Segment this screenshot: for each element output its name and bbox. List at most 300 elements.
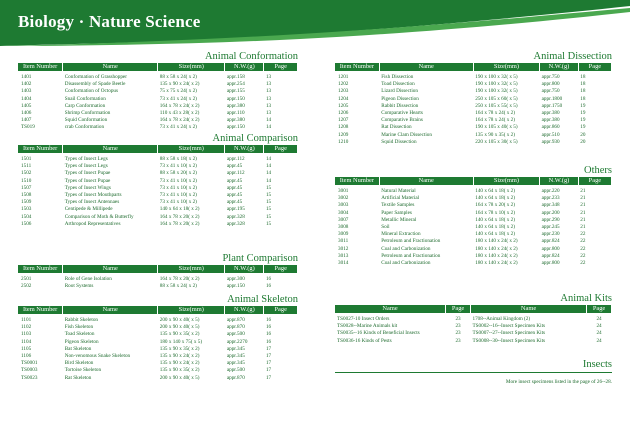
column-header-item: Item Number [18, 145, 63, 153]
cell-name: Centipede & Millipede [64, 206, 113, 213]
cell-item: 1202 [338, 81, 349, 88]
cell-nw: appr.233 [541, 195, 560, 202]
cell-item: 1506 [21, 220, 32, 227]
cell-size: 164 x 78 x 24( x 2) [475, 117, 516, 124]
cell-item: 1509 [21, 199, 32, 206]
insects-note: More insect specimens listed in the page of 26--28. [505, 379, 612, 385]
column-header-item: Item Number [18, 265, 63, 273]
cell-name: Squid Dissection [381, 138, 417, 145]
cell-size: 110 x 43 x 28( x 2) [159, 110, 200, 117]
cell-nw: appr.345 [226, 353, 245, 360]
data-table [18, 63, 298, 132]
cell-page: 16 [265, 283, 272, 290]
cell-nw: appr.45 [226, 163, 243, 170]
cell-page: 20 [580, 131, 586, 138]
cell-size: 200 x 90 x 40( x 5) [159, 324, 200, 331]
cell-page: 14 [265, 156, 272, 162]
cell-page: 18 [580, 88, 586, 95]
cell-page: 23 [455, 330, 461, 337]
cell-nw: appr.220 [541, 188, 560, 194]
page-title: Biology · Nature Science [18, 12, 201, 31]
cell-page: 13 [265, 74, 272, 80]
cell-item: 3008 [338, 224, 349, 231]
cell-page: 17 [265, 360, 272, 367]
cell-page: 16 [265, 324, 272, 331]
column-header-item: Item Number [335, 177, 379, 185]
column-header-page: Page [578, 63, 611, 71]
cell-name: Fish Dissection [381, 74, 414, 80]
cell-nw: appr.230 [541, 231, 560, 238]
cell-nw: appr.150 [226, 95, 245, 102]
cell-name: Rabbit Dissection [381, 102, 419, 109]
cell-page: 24 [596, 316, 602, 322]
cell-item: 1209 [338, 131, 349, 138]
cell-name: 1708--Animal Kingdom (2) [472, 316, 531, 322]
cell-page: 13 [265, 110, 272, 117]
data-table [18, 265, 298, 290]
cell-name: TS0036-16 Kinds of Pests [337, 337, 392, 344]
column-header-size: Size(mm) [158, 63, 225, 71]
cell-size: 164 x 78 x 10( x 2) [475, 209, 516, 216]
cell-item: 1104 [21, 338, 32, 345]
cell-name: Role of Gene Isolation [64, 276, 112, 282]
cell-item: 1501 [21, 156, 32, 162]
table-row [335, 74, 612, 81]
cell-size: 180 x 140 x 24( x 2) [475, 245, 518, 252]
cell-name: Tortoise Skeleton [64, 367, 102, 374]
cell-item: 3009 [338, 231, 349, 238]
cell-size: 73 x 41 x 10( x 2) [159, 199, 197, 206]
cell-item: 3001 [338, 188, 349, 194]
table-row [335, 210, 612, 217]
cell-name: TS0027-10 Insect Orders [337, 316, 390, 322]
cell-nw: appr.195 [226, 206, 245, 213]
data-table [335, 177, 612, 267]
cell-item: 3014 [338, 260, 349, 267]
cell-size: 135 x 90 x 24( x 2) [159, 360, 200, 367]
cell-size: 140 x 64 x 18( x 2) [475, 231, 516, 238]
table-row [335, 103, 612, 110]
column-header-name: Name [63, 145, 158, 153]
table-row [18, 324, 298, 331]
cell-item: 1405 [21, 102, 32, 109]
cell-page: 19 [580, 102, 586, 109]
cell-size: 164 x 78 x 24( x 2) [475, 110, 516, 117]
cell-page: 15 [265, 192, 272, 199]
table-row [18, 360, 298, 367]
header-row [335, 177, 612, 185]
cell-size: 88 x 58 x 24( x 2) [159, 283, 197, 290]
table-row [18, 192, 298, 199]
cell-nw: appr.45 [226, 177, 243, 184]
table-row [18, 170, 298, 177]
cell-name: Toad Dissection [381, 81, 415, 88]
column-header-item: Item Number [18, 63, 63, 71]
cell-page: 13 [265, 81, 272, 88]
cell-item: 3011 [338, 238, 349, 245]
table-row [18, 96, 298, 103]
cell-size: 164 x 78 x 20( x 2) [475, 202, 516, 209]
cell-nw: appr.870 [226, 324, 245, 331]
cell-page: 17 [265, 367, 272, 374]
cell-size: 164 x 78 x 24( x 2) [159, 102, 200, 109]
cell-size: 135 x 90 x 24( x 2) [159, 81, 200, 88]
cell-item: 1402 [21, 81, 32, 88]
cell-item: 1105 [21, 345, 32, 352]
cell-name: Rabbit Skeleton [64, 317, 99, 323]
cell-item: TS0003 [21, 367, 38, 374]
cell-size: 190 x 100 x 32( x 5) [475, 74, 518, 80]
cell-item: 3012 [338, 245, 349, 252]
header-row [18, 265, 298, 273]
cell-item: TS019 [21, 124, 35, 131]
cell-name: Types of Insect Legs [64, 163, 108, 170]
column-header-page: Page [446, 305, 471, 313]
cell-page: 17 [265, 353, 272, 360]
cell-page: 13 [265, 95, 272, 102]
table-row [335, 117, 612, 124]
cell-page: 19 [580, 124, 586, 131]
table-row [335, 132, 612, 139]
table-row [335, 338, 612, 345]
cell-name: Squid Conformation [64, 117, 108, 124]
cell-page: 20 [580, 138, 586, 145]
table-row [335, 246, 612, 253]
cell-nw: appr.800 [541, 81, 560, 88]
cell-name: Pigeon Dissection [381, 95, 419, 102]
cell-size: 220 x 105 x 30( x 5) [475, 138, 518, 145]
table-row [18, 124, 298, 131]
table-row [18, 117, 298, 124]
table-row [18, 375, 298, 382]
cell-page: 22 [580, 245, 586, 252]
cell-page: 19 [580, 110, 586, 117]
cell-name: crab Conformation [64, 124, 105, 131]
cell-page: 16 [265, 317, 272, 323]
cell-nw: appr.380 [226, 102, 245, 109]
table-row [335, 195, 612, 202]
cell-nw: appr.155 [226, 88, 245, 95]
header-row [18, 306, 298, 314]
cell-name: Natural Material [381, 188, 416, 194]
cell-page: 21 [580, 195, 586, 202]
data-table [18, 145, 298, 228]
cell-nw: appr.824 [541, 238, 560, 245]
column-header-name: Name [63, 306, 158, 314]
cell-size: 250 x 105 x 55( x 5) [475, 102, 518, 109]
table-row [18, 339, 298, 346]
cell-nw: appr.45 [226, 199, 243, 206]
cell-item: 2501 [21, 276, 32, 282]
table-row [18, 156, 298, 163]
table-row [18, 163, 298, 170]
column-header-nw: N.W.(g) [540, 63, 579, 71]
cell-nw: appr.1800 [541, 95, 563, 102]
cell-size: 140 x 64 x 18( x 2) [475, 195, 516, 202]
cell-nw: appr.245 [541, 224, 560, 231]
cell-nw: appr.112 [226, 170, 245, 177]
cell-size: 164 x 78 x 20( x 2) [159, 213, 200, 220]
cell-name: Rat Dissection [381, 124, 412, 131]
cell-nw: appr.348 [541, 202, 560, 209]
column-header-page: Page [264, 63, 298, 71]
column-header-size: Size(mm) [158, 265, 225, 273]
cell-page: 21 [580, 188, 586, 194]
cell-nw: appr.110 [226, 110, 245, 117]
table-row [335, 110, 612, 117]
cell-size: 190 x 105 x 40( x 5) [475, 124, 518, 131]
table-row [335, 139, 612, 146]
table-row [335, 238, 612, 245]
cell-nw: appr.500 [226, 331, 245, 338]
cell-nw: appr.112 [226, 156, 245, 162]
table-row [335, 124, 612, 131]
cell-name: Petroleum and Fractionation [381, 238, 441, 245]
cell-name: Types of Insect Legs [64, 156, 108, 162]
cell-name: Comparative Brains [381, 117, 423, 124]
cell-page: 14 [265, 124, 272, 131]
cell-nw: appr.870 [226, 374, 245, 381]
cell-page: 24 [596, 337, 602, 344]
cell-size: 73 x 41 x 10( x 2) [159, 177, 197, 184]
cell-item: 3004 [338, 209, 349, 216]
cell-item: 1511 [21, 163, 32, 170]
table-row [18, 214, 298, 221]
cell-name: Coal and Carbonization [381, 245, 431, 252]
cell-page: 21 [580, 224, 586, 231]
cell-nw: appr.824 [541, 252, 560, 259]
cell-item: 1201 [338, 74, 349, 80]
cell-page: 15 [265, 184, 272, 191]
cell-name: Bat Skeleton [64, 345, 92, 352]
column-header-size: Size(mm) [473, 177, 539, 185]
cell-nw: appr.380 [541, 117, 560, 124]
cell-size: 88 x 58 x 24( x 2) [159, 74, 197, 80]
table-row [18, 103, 298, 110]
cell-nw: appr.800 [541, 245, 560, 252]
table-row [18, 185, 298, 192]
cell-name: TS0002--16--Insect Specimen Kits [472, 323, 546, 330]
table-row [18, 199, 298, 206]
cell-item: 1406 [21, 110, 32, 117]
table-row [18, 178, 298, 185]
cell-page: 22 [580, 260, 586, 267]
cell-page: 17 [265, 345, 272, 352]
table-row [18, 331, 298, 338]
cell-nw: appr.150 [226, 283, 245, 290]
cell-name: Disassembly of Spade Beetle [64, 81, 126, 88]
cell-size: 73 x 41 x 24( x 2) [159, 124, 197, 131]
cell-nw: appr.930 [541, 138, 560, 145]
cell-nw: appr.150 [226, 124, 245, 131]
cell-name: Types of Insect Antennaes [64, 199, 120, 206]
table-row [18, 206, 298, 213]
cell-size: 88 x 58 x 18( x 2) [159, 156, 197, 162]
table-row [18, 221, 298, 228]
cell-nw: appr.45 [226, 184, 243, 191]
cell-size: 135 x 90 x 35( x 2) [159, 331, 200, 338]
cell-page: 15 [265, 206, 272, 213]
cell-name: Mineral Extraction [381, 231, 421, 238]
table-row [335, 330, 612, 337]
section-title: Insects [582, 359, 612, 370]
others-section [335, 164, 612, 267]
column-header-name: Name [470, 305, 586, 313]
cell-page: 14 [265, 117, 272, 124]
cell-name: Pigeon Skeleton [64, 338, 99, 345]
column-header-page: Page [587, 305, 612, 313]
cell-item: 1507 [21, 184, 32, 191]
cell-page: 15 [265, 220, 272, 227]
cell-page: 23 [455, 316, 461, 322]
column-header-size: Size(mm) [473, 63, 539, 71]
cell-nw: appr.750 [541, 88, 560, 95]
section-title: Plant Comparison [222, 253, 298, 264]
cell-size: 180 x 140 x 75( x 5) [159, 338, 203, 345]
cell-name: Artificial Material [381, 195, 420, 202]
cell-page: 13 [265, 102, 272, 109]
cell-name: Textile Samples [381, 202, 415, 209]
cell-nw: appr.500 [226, 367, 245, 374]
table-row [335, 202, 612, 209]
table-row [18, 74, 298, 81]
cell-nw: appr.380 [541, 110, 560, 117]
section-title: Animal Conformation [204, 51, 298, 62]
table-row [335, 217, 612, 224]
header-row [335, 305, 612, 313]
cell-page: 19 [580, 117, 586, 124]
cell-page: 14 [265, 163, 272, 170]
cell-size: 135 x 90 x 24( x 2) [159, 353, 200, 360]
cell-name: TS0035--16 Kinds of Beneficial Insects [337, 330, 420, 337]
cell-page: 21 [580, 202, 586, 209]
cell-item: 1204 [338, 95, 349, 102]
cell-item: 1102 [21, 324, 32, 331]
cell-name: TS0007--27--Insect Specimen Kits [472, 330, 546, 337]
table-row [335, 88, 612, 95]
column-header-nw: N.W.(g) [225, 63, 264, 71]
cell-item: 1205 [338, 102, 349, 109]
cell-nw: appr.200 [541, 209, 560, 216]
cell-nw: appr.300 [226, 276, 245, 282]
cell-name: Types of Insect Mouthparts [64, 192, 122, 199]
data-table [18, 306, 298, 382]
cell-nw: appr.380 [226, 117, 245, 124]
cell-page: 16 [265, 338, 272, 345]
table-row [335, 260, 612, 267]
cell-size: 88 x 58 x 20( x 2) [159, 170, 197, 177]
table-row [18, 88, 298, 95]
cell-page: 18 [580, 95, 586, 102]
section-title: Animal Skeleton [227, 294, 298, 305]
cell-name: Rat Skeleton [64, 374, 92, 381]
insects-section [335, 358, 612, 385]
cell-item: 2502 [21, 283, 32, 290]
table-row [335, 253, 612, 260]
cell-page: 23 [455, 337, 461, 344]
cell-item: 1404 [21, 95, 32, 102]
column-header-item: Item Number [335, 63, 379, 71]
cell-size: 190 x 100 x 32( x 5) [475, 81, 518, 88]
column-header-nw: N.W.(g) [225, 265, 264, 273]
cell-size: 135 x 90 x 35( x 2) [475, 131, 516, 138]
table-row [18, 81, 298, 88]
cell-item: 1103 [21, 331, 32, 338]
cell-page: 22 [580, 238, 586, 245]
column-header-size: Size(mm) [158, 145, 225, 153]
column-header-name: Name [63, 63, 158, 71]
cell-name: Carp Conformation [64, 102, 106, 109]
cell-item: 1508 [21, 192, 32, 199]
animal-kits-section [335, 292, 612, 345]
cell-name: Types of Insect Pupae [64, 177, 111, 184]
cell-item: 1502 [21, 170, 32, 177]
cell-name: Comparative Hearts [381, 110, 423, 117]
cell-page: 14 [265, 170, 272, 177]
cell-size: 200 x 90 x 40( x 5) [159, 317, 200, 323]
cell-nw: appr.750 [541, 74, 560, 80]
column-header-name: Name [335, 305, 446, 313]
cell-nw: appr.158 [226, 74, 245, 80]
cell-size: 180 x 140 x 24( x 2) [475, 238, 518, 245]
cell-item: TS0023 [21, 374, 38, 381]
column-header-name: Name [379, 177, 473, 185]
header-row [335, 63, 612, 71]
column-header-nw: N.W.(g) [225, 145, 264, 153]
cell-item: 3002 [338, 195, 349, 202]
header-row [18, 145, 298, 153]
cell-item: 1207 [338, 117, 349, 124]
cell-nw: appr.328 [226, 213, 245, 220]
cell-name: Paper Samples [381, 209, 412, 216]
cell-page: 23 [455, 323, 461, 330]
cell-page: 13 [265, 88, 272, 95]
section-title: Animal Kits [560, 293, 612, 304]
cell-nw: appr.510 [541, 131, 560, 138]
cell-size: 190 x 100 x 32( x 5) [475, 88, 518, 95]
cell-item: 1407 [21, 117, 32, 124]
data-table [335, 63, 612, 146]
cell-nw: appr.860 [541, 124, 560, 131]
animal-comparison-section [18, 132, 298, 228]
column-header-nw: N.W.(g) [225, 306, 264, 314]
cell-item: 3013 [338, 252, 349, 259]
table-row [335, 224, 612, 231]
cell-nw: appr.2270 [226, 338, 248, 345]
cell-item: 1403 [21, 88, 32, 95]
cell-name: Lizard Dissection [381, 88, 418, 95]
cell-name: Comparison of Moth & Butterfly [64, 213, 134, 220]
cell-size: 180 x 140 x 24( x 2) [475, 252, 518, 259]
cell-page: 18 [580, 74, 586, 80]
cell-page: 22 [580, 252, 586, 259]
cell-nw: appr.254 [226, 81, 245, 88]
table-row [18, 353, 298, 360]
cell-item: 1503 [21, 206, 32, 213]
cell-size: 135 x 90 x 35( x 2) [159, 345, 200, 352]
column-header-item: Item Number [18, 306, 63, 314]
section-title: Others [584, 165, 612, 176]
cell-size: 75 x 75 x 24( x 2) [159, 88, 197, 95]
column-header-page: Page [264, 265, 298, 273]
cell-page: 16 [265, 331, 272, 338]
column-header-name: Name [379, 63, 473, 71]
cell-size: 140 x 64 x 18( x 2) [475, 216, 516, 223]
cell-name: Types of Insect Pupae [64, 170, 111, 177]
cell-item: 1206 [338, 110, 349, 117]
cell-name: TS0008--30--Insect Specimen Kits [472, 337, 546, 344]
cell-name: Types of Insect Wings [64, 184, 111, 191]
